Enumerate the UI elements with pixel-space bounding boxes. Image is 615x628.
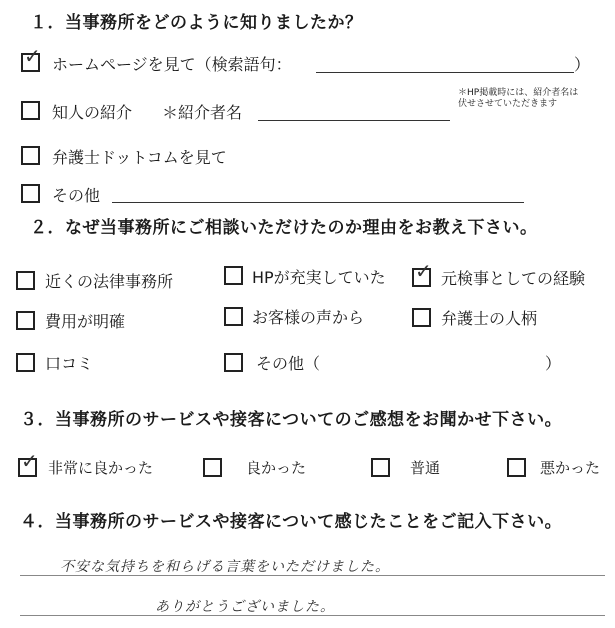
checkbox-prosecutor[interactable]: [412, 259, 432, 287]
checkmark-icon: ✓: [21, 449, 38, 473]
option-word-label: 口コミ: [45, 354, 94, 373]
checkbox-good[interactable]: [203, 458, 222, 477]
other-q1-field[interactable]: [112, 202, 524, 203]
option-near-label: 近くの法律事務所: [45, 272, 174, 291]
checkbox-near[interactable]: [16, 271, 35, 290]
option-character-label: 弁護士の人柄: [441, 309, 538, 328]
option-other-q1-label: その他: [52, 186, 101, 205]
referrer-name-field[interactable]: [258, 120, 450, 121]
option-bengoshi-label: 弁護士ドットコムを見て: [52, 148, 227, 167]
option-very-good-label: 非常に良かった: [48, 459, 154, 477]
q1-heading: １．当事務所をどのように知りましたか？: [30, 13, 363, 33]
checkbox-referral[interactable]: [21, 101, 40, 120]
checkbox-other-q1[interactable]: [21, 184, 40, 203]
search-term-field[interactable]: [316, 72, 574, 73]
answer-line-2: ありがとうございました。: [155, 599, 335, 615]
note-line-1: ＊HP掲載時には、紹介者名は: [458, 88, 579, 98]
checkbox-bengoshi[interactable]: [21, 146, 40, 165]
option-hp-label: HPが充実していた: [252, 268, 386, 287]
q4-heading: ４．当事務所のサービスや接客について感じたことをご記入下さい。: [20, 512, 563, 532]
checkmark-icon: ✓: [415, 259, 432, 283]
answer-rule-1: [20, 575, 605, 576]
option-other-q2-label: その他（: [256, 354, 321, 373]
checkbox-fee[interactable]: [16, 311, 35, 330]
option-homepage-close: ）: [574, 55, 591, 74]
option-voice-label: お客様の声から: [252, 308, 365, 327]
answer-rule-2: [20, 615, 605, 616]
checkbox-hp[interactable]: [224, 266, 243, 285]
option-referral-label: 知人の紹介: [52, 103, 133, 122]
option-prosecutor-label: 元検事としての経験: [441, 269, 586, 288]
checkbox-voice[interactable]: [224, 307, 243, 326]
option-bad-label: 悪かった: [540, 459, 601, 477]
q2-heading: ２．なぜ当事務所にご相談いただけたのか理由をお教え下さい。: [30, 218, 538, 238]
option-normal-label: 普通: [410, 459, 441, 477]
q3-heading: ３．当事務所のサービスや接客についてのご感想をお聞かせ下さい。: [20, 410, 563, 430]
checkbox-character[interactable]: [412, 308, 431, 327]
checkbox-other-q2[interactable]: [224, 353, 243, 372]
referrer-name-label: ＊紹介者名: [162, 103, 243, 122]
checkbox-very-good[interactable]: [18, 449, 38, 477]
note-line-2: 伏せさせていただきます: [458, 99, 558, 109]
option-other-q2-close: ）: [545, 354, 562, 373]
checkbox-homepage[interactable]: [21, 44, 41, 72]
answer-line-1: 不安な気持ちを和らげる言葉をいただけました。: [60, 559, 390, 575]
checkbox-bad[interactable]: [507, 458, 526, 477]
checkbox-word[interactable]: [16, 353, 35, 372]
option-good-label: 良かった: [246, 459, 307, 477]
option-fee-label: 費用が明確: [45, 312, 126, 331]
checkmark-icon: ✓: [24, 44, 41, 68]
option-homepage-label: ホームページを見て（検索語句：: [52, 55, 292, 74]
checkbox-normal[interactable]: [371, 458, 390, 477]
